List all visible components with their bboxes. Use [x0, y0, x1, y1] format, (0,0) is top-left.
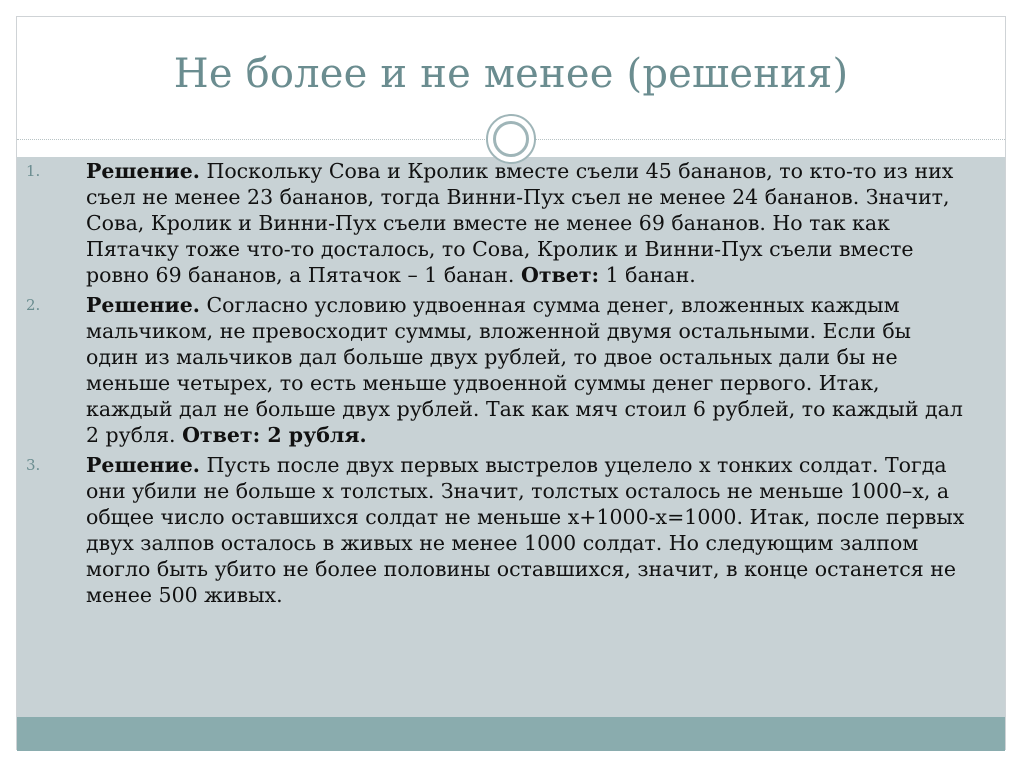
list-item-number: 2.: [26, 296, 41, 314]
solutions-list: [0, 158, 1024, 612]
list-item: [0, 158, 1024, 288]
slide-title: Не более и не менее (решения): [173, 51, 849, 97]
solution-text: Пусть после двух первых выстрелов уцелело х тонких солдат. Тогда они убили не больше х толстых. Значит, толстых осталось не меньше 1000–х, а общее число оставшихся солдат не меньше х+1000-х=1000. Итак, после первых двух залпов осталось в живых не менее 1000 солдат. Но следующим залпом могло быть убито не более половины оставшихся, значит, в конце останется не менее 500 живых.: [86, 453, 965, 607]
answer-label: Ответ:: [520, 263, 600, 287]
footer-bar: [17, 717, 1005, 751]
answer-label: Ответ: 2 рубля.: [182, 423, 367, 447]
list-item: [0, 292, 1024, 448]
circle-ornament-icon: [486, 114, 536, 164]
answer-text: 1 банан.: [599, 263, 696, 287]
solution-text: Поскольку Сова и Кролик вместе съели 45 бананов, то кто-то из них съел не менее 23 бананов, тогда Винни-Пух съел не менее 24 бананов. Значит, Сова, Кролик и Винни-Пух съели вместе не менее 69 бананов. Но так как Пятачку тоже что-то досталось, то Сова, Кролик и Винни-Пух съели вместе ровно 69 бананов, а Пятачок – 1 банан.: [86, 159, 954, 287]
list-item-number: 3.: [26, 456, 41, 474]
solution-lead: Решение.: [86, 159, 200, 183]
list-item-text: [86, 452, 966, 608]
solution-lead: Решение.: [86, 293, 200, 317]
list-item-number: 1.: [26, 162, 41, 180]
solution-text: Согласно условию удвоенная сумма денег, вложенных каждым мальчиком, не превосходит суммы, вложенной двумя остальными. Если бы один из мальчиков дал больше двух рублей, то двое остальных дали бы не меньше четырех, то есть меньше удвоенной суммы денег первого. Итак, каждый дал не больше двух рублей. Так как мяч стоил 6 рублей, то каждый дал 2 рубля.: [86, 293, 963, 447]
list-item: [0, 452, 1024, 608]
list-item-text: [86, 158, 966, 288]
solution-lead: Решение.: [86, 453, 200, 477]
list-item-text: [86, 292, 966, 448]
